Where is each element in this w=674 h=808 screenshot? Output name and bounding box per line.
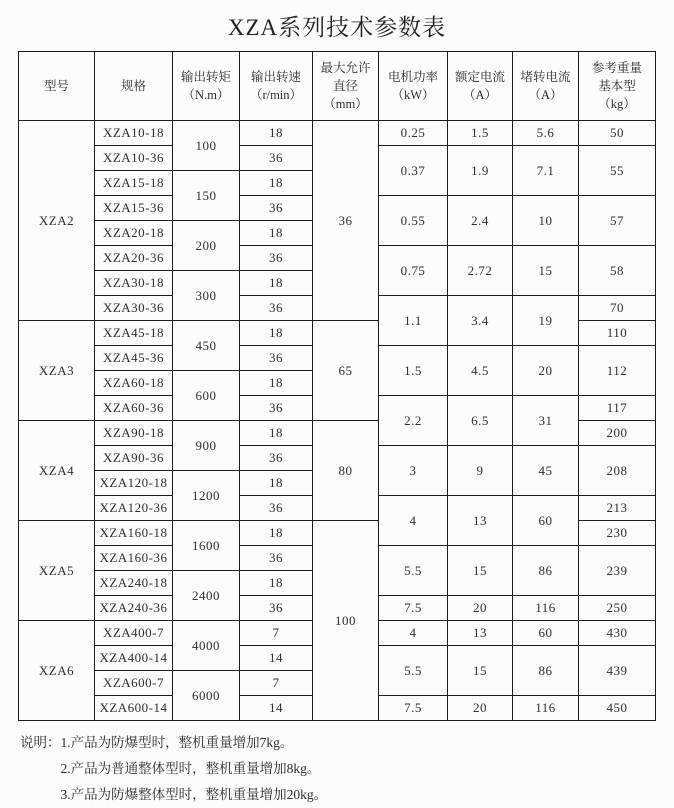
- locked-current-cell: 7.1: [513, 146, 579, 196]
- spec-cell: XZA400-14: [95, 646, 173, 671]
- power-cell: 0.55: [379, 196, 448, 246]
- diameter-cell: 36: [313, 121, 379, 321]
- spec-cell: XZA600-14: [95, 696, 173, 721]
- rated-current-cell: 1.9: [448, 146, 513, 196]
- diameter-cell: 80: [313, 421, 379, 521]
- locked-current-cell: 116: [513, 696, 579, 721]
- column-header-spec: 规格: [95, 52, 173, 121]
- speed-cell: 36: [240, 496, 313, 521]
- locked-current-cell: 86: [513, 546, 579, 596]
- spec-cell: XZA160-36: [95, 546, 173, 571]
- power-cell: 3: [379, 446, 448, 496]
- torque-cell: 200: [173, 221, 240, 271]
- power-cell: 4: [379, 496, 448, 546]
- speed-cell: 7: [240, 671, 313, 696]
- locked-current-cell: 19: [513, 296, 579, 346]
- spec-cell: XZA30-18: [95, 271, 173, 296]
- power-cell: 1.5: [379, 346, 448, 396]
- speed-cell: 18: [240, 221, 313, 246]
- speed-cell: 36: [240, 146, 313, 171]
- column-header-speed: 输出转速 （r/min）: [240, 52, 313, 121]
- rated-current-cell: 2.4: [448, 196, 513, 246]
- spec-cell: XZA10-36: [95, 146, 173, 171]
- rated-current-cell: 9: [448, 446, 513, 496]
- rated-current-cell: 15: [448, 546, 513, 596]
- speed-cell: 14: [240, 696, 313, 721]
- torque-cell: 100: [173, 121, 240, 171]
- column-header-rated-current: 额定电流 （A）: [448, 52, 513, 121]
- power-cell: 5.5: [379, 546, 448, 596]
- speed-cell: 36: [240, 296, 313, 321]
- locked-current-cell: 86: [513, 646, 579, 696]
- power-cell: 7.5: [379, 596, 448, 621]
- model-cell: XZA2: [19, 121, 95, 321]
- spec-cell: XZA15-36: [95, 196, 173, 221]
- column-header-power: 电机功率 （kW）: [379, 52, 448, 121]
- spec-cell: XZA45-18: [95, 321, 173, 346]
- torque-cell: 6000: [173, 671, 240, 721]
- diameter-cell: 100: [313, 521, 379, 721]
- column-header-model: 型号: [19, 52, 95, 121]
- speed-cell: 36: [240, 596, 313, 621]
- spec-cell: XZA240-18: [95, 571, 173, 596]
- torque-cell: 900: [173, 421, 240, 471]
- rated-current-cell: 15: [448, 646, 513, 696]
- spec-cell: XZA30-36: [95, 296, 173, 321]
- power-cell: 2.2: [379, 396, 448, 446]
- torque-cell: 2400: [173, 571, 240, 621]
- weight-cell: 208: [579, 446, 656, 496]
- torque-cell: 450: [173, 321, 240, 371]
- speed-cell: 36: [240, 196, 313, 221]
- power-cell: 0.37: [379, 146, 448, 196]
- weight-cell: 439: [579, 646, 656, 696]
- rated-current-cell: 2.72: [448, 246, 513, 296]
- note-item: 1.产品为防爆型时，整机重量增加7kg。: [60, 735, 294, 750]
- spec-cell: XZA60-18: [95, 371, 173, 396]
- weight-cell: 57: [579, 196, 656, 246]
- spec-cell: XZA90-18: [95, 421, 173, 446]
- weight-cell: 230: [579, 521, 656, 546]
- model-cell: XZA3: [19, 321, 95, 421]
- spec-cell: XZA10-18: [95, 121, 173, 146]
- speed-cell: 18: [240, 321, 313, 346]
- rated-current-cell: 1.5: [448, 121, 513, 146]
- weight-cell: 110: [579, 321, 656, 346]
- spec-cell: XZA90-36: [95, 446, 173, 471]
- speed-cell: 14: [240, 646, 313, 671]
- spec-cell: XZA15-18: [95, 171, 173, 196]
- speed-cell: 18: [240, 421, 313, 446]
- notes-prefix: 说明：: [20, 735, 61, 750]
- table-row: [19, 121, 656, 146]
- notes: [18, 730, 656, 808]
- note-item: 3.产品为防爆整体型时，整机重量增加20kg。: [60, 787, 328, 802]
- spec-cell: XZA120-18: [95, 471, 173, 496]
- torque-cell: 600: [173, 371, 240, 421]
- diameter-cell: 65: [313, 321, 379, 421]
- rated-current-cell: 13: [448, 621, 513, 646]
- column-header-locked-current: 堵转电流 （A）: [513, 52, 579, 121]
- rated-current-cell: 3.4: [448, 296, 513, 346]
- weight-cell: 250: [579, 596, 656, 621]
- rated-current-cell: 20: [448, 596, 513, 621]
- power-cell: 4: [379, 621, 448, 646]
- spec-cell: XZA240-36: [95, 596, 173, 621]
- speed-cell: 18: [240, 571, 313, 596]
- weight-cell: 213: [579, 496, 656, 521]
- column-header-weight: 参考重量 基本型 （kg）: [579, 52, 656, 121]
- weight-cell: 450: [579, 696, 656, 721]
- spec-cell: XZA60-36: [95, 396, 173, 421]
- column-header-diameter: 最大允许 直径 （mm）: [313, 52, 379, 121]
- locked-current-cell: 60: [513, 621, 579, 646]
- weight-cell: 200: [579, 421, 656, 446]
- weight-cell: 70: [579, 296, 656, 321]
- locked-current-cell: 31: [513, 396, 579, 446]
- speed-cell: 36: [240, 346, 313, 371]
- speed-cell: 18: [240, 121, 313, 146]
- note-item: 2.产品为普通整体型时，整机重量增加8kg。: [60, 761, 321, 776]
- locked-current-cell: 60: [513, 496, 579, 546]
- torque-cell: 4000: [173, 621, 240, 671]
- spec-cell: XZA600-7: [95, 671, 173, 696]
- rated-current-cell: 13: [448, 496, 513, 546]
- power-cell: 0.75: [379, 246, 448, 296]
- power-cell: 7.5: [379, 696, 448, 721]
- model-cell: XZA5: [19, 521, 95, 621]
- speed-cell: 7: [240, 621, 313, 646]
- parameters-table: [18, 51, 656, 721]
- speed-cell: 18: [240, 521, 313, 546]
- torque-cell: 1600: [173, 521, 240, 571]
- speed-cell: 36: [240, 546, 313, 571]
- locked-current-cell: 15: [513, 246, 579, 296]
- speed-cell: 18: [240, 171, 313, 196]
- weight-cell: 239: [579, 546, 656, 596]
- page-title: XZA系列技术参数表: [227, 15, 447, 40]
- speed-cell: 36: [240, 246, 313, 271]
- speed-cell: 36: [240, 396, 313, 421]
- weight-cell: 50: [579, 121, 656, 146]
- notes-list: [61, 730, 328, 808]
- speed-cell: 18: [240, 371, 313, 396]
- spec-cell: XZA20-18: [95, 221, 173, 246]
- rated-current-cell: 6.5: [448, 396, 513, 446]
- locked-current-cell: 116: [513, 596, 579, 621]
- spec-cell: XZA20-36: [95, 246, 173, 271]
- weight-cell: 55: [579, 146, 656, 196]
- speed-cell: 18: [240, 471, 313, 496]
- spec-cell: XZA400-7: [95, 621, 173, 646]
- locked-current-cell: 5.6: [513, 121, 579, 146]
- locked-current-cell: 10: [513, 196, 579, 246]
- torque-cell: 300: [173, 271, 240, 321]
- weight-cell: 58: [579, 246, 656, 296]
- locked-current-cell: 45: [513, 446, 579, 496]
- model-cell: XZA6: [19, 621, 95, 721]
- speed-cell: 36: [240, 446, 313, 471]
- power-cell: 5.5: [379, 646, 448, 696]
- table-header-row: [19, 52, 656, 121]
- rated-current-cell: 4.5: [448, 346, 513, 396]
- torque-cell: 150: [173, 171, 240, 221]
- spec-cell: XZA160-18: [95, 521, 173, 546]
- spec-cell: XZA120-36: [95, 496, 173, 521]
- torque-cell: 1200: [173, 471, 240, 521]
- weight-cell: 430: [579, 621, 656, 646]
- model-cell: XZA4: [19, 421, 95, 521]
- spec-cell: XZA45-36: [95, 346, 173, 371]
- speed-cell: 18: [240, 271, 313, 296]
- power-cell: 1.1: [379, 296, 448, 346]
- locked-current-cell: 20: [513, 346, 579, 396]
- weight-cell: 112: [579, 346, 656, 396]
- weight-cell: 117: [579, 396, 656, 421]
- rated-current-cell: 20: [448, 696, 513, 721]
- column-header-torque: 输出转矩 （N.m）: [173, 52, 240, 121]
- power-cell: 0.25: [379, 121, 448, 146]
